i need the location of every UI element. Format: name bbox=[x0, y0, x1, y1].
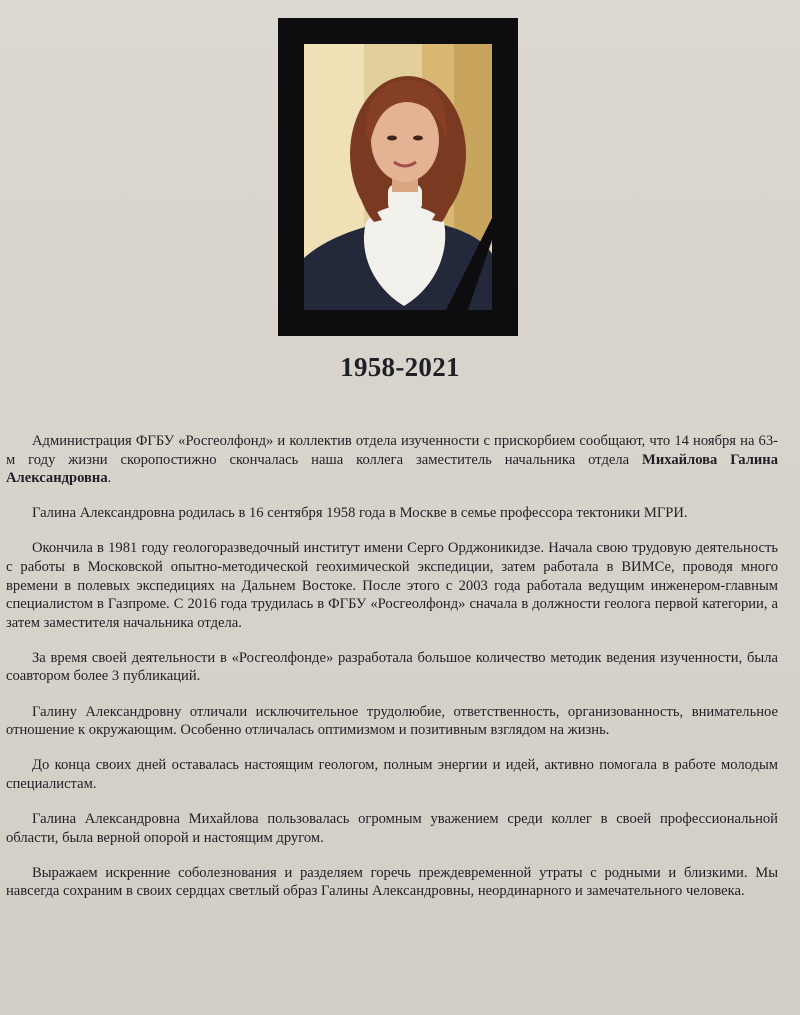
announcement-end: . bbox=[107, 470, 112, 487]
paragraph-dedication: До конца своих дней оставалась настоящим геологом, полным энергии и идей, активно помогала в работе молодым специалистам. bbox=[6, 757, 778, 792]
portrait-illustration bbox=[304, 44, 492, 310]
paragraph-announcement bbox=[6, 432, 778, 488]
paragraph-respect: Галина Александровна Михайлова пользовалась огромным уважением среди коллег в своей профессиональной области, была верной опорой и настоящим другом. bbox=[6, 810, 778, 846]
paragraph-character: Галину Александровну отличали исключительное трудолюбие, ответственность, организованность, внимательное отношение к окружающим. Особенно отличалась оптимизмом и позитивным взглядом на жизнь. bbox=[6, 703, 778, 739]
paragraph-achievements: За время своей деятельности в «Росгеолфонде» разработала большое количество методик ведения изученности, была соавтором более 3 публикаций. bbox=[6, 649, 778, 685]
obituary-text bbox=[6, 432, 778, 917]
life-years: 1958-2021 bbox=[340, 352, 460, 382]
paragraph-career: Окончила в 1981 году геологоразведочный институт имени Серго Орджоникидзе. Начала свою трудовую деятельность с работы в Московской опытно-методической геохимической экспедиции, затем работала в ВИМСе, проводя много времени в полевых экспедициях на Дальнем Востоке. После этого с 2003 года работала ведущим инженером-главным специалистом в Газпроме. С 2016 года трудилась в ФГБУ «Росгеолфонд» сначала в должности геолога первой категории, а затем заместителя начальника отдела. bbox=[6, 540, 778, 631]
announcement-text: Администрация ФГБУ «Росгеолфонд» и коллектив отдела изученности с прискорбием сообщают, что 14 ноября на 63-м году жизни скоропостижно скончалась наша коллега заместитель начальника отдела bbox=[6, 433, 778, 468]
paragraph-birth: Галина Александровна родилась в 16 сентября 1958 года в Москве в семье профессора тектоники МГРИ. bbox=[32, 505, 688, 522]
deceased-name: Михайлова Галина Александровна bbox=[6, 451, 778, 487]
paragraph-condolences: Выражаем искренние соболезнования и разделяем горечь преждевременной утраты с родными и близкими. Мы навсегда сохраним в своих сердцах светлый образ Галины Александровны, неординарного и замечательного человека. bbox=[6, 864, 778, 900]
memorial-photo-frame bbox=[278, 18, 518, 336]
portrait-photo bbox=[304, 44, 492, 310]
